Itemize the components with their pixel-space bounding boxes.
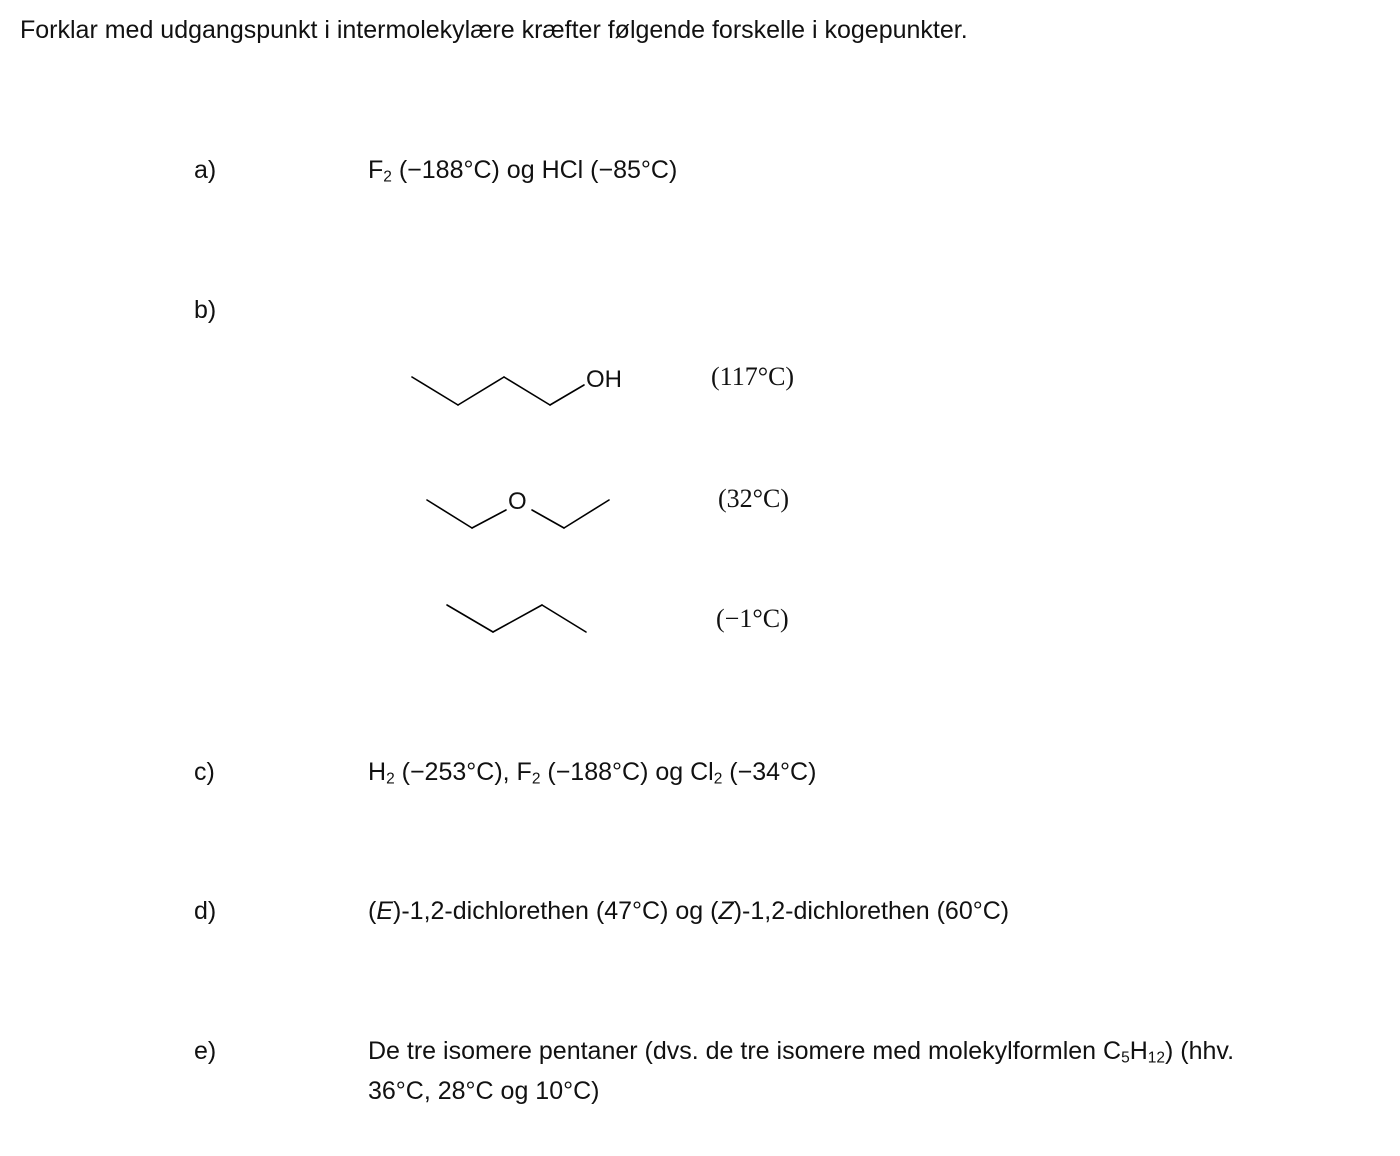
item-c-text: $H_2$ (−253°C), $F_2$ (−188°C) og $Cl_2$ (−34°C) <box>368 758 817 788</box>
diethyl-ether-boiling-point: (32°C) <box>718 484 790 513</box>
ether-oxygen-label: O <box>508 488 527 515</box>
question-intro: Forklar med udgangspunkt i intermolekylære kræfter følgende forskelle i kogepunkter. <box>20 16 968 44</box>
item-a-text: $F_2$ (−188°C) og HCl (−85°C) <box>368 156 678 186</box>
butanol-boiling-point: (117°C) <box>711 362 795 391</box>
butane-boiling-point: (−1°C) <box>716 604 789 633</box>
item-d-label: d) <box>194 897 217 925</box>
item-a-label: a) <box>194 156 217 184</box>
butanol-structure <box>400 355 640 425</box>
item-d-text: (E)-1,2-dichlorethen (47°C) og (Z)-1,2-dichlorethen (60°C) <box>368 897 1010 925</box>
hydroxyl-label: OH <box>586 366 622 393</box>
item-e-text-line2: 36°C, 28°C og 10°C) <box>368 1077 600 1105</box>
item-e-label: e) <box>194 1037 217 1065</box>
diethyl-ether-structure <box>420 480 640 540</box>
item-b-label: b) <box>194 296 217 324</box>
item-e-text-line1: De tre isomere pentaner (dvs. de tre isomere med molekylformlen $C_5H_{12}$) (hhv. <box>368 1037 1235 1067</box>
item-c-label: c) <box>194 758 215 786</box>
butane-structure <box>440 596 600 646</box>
